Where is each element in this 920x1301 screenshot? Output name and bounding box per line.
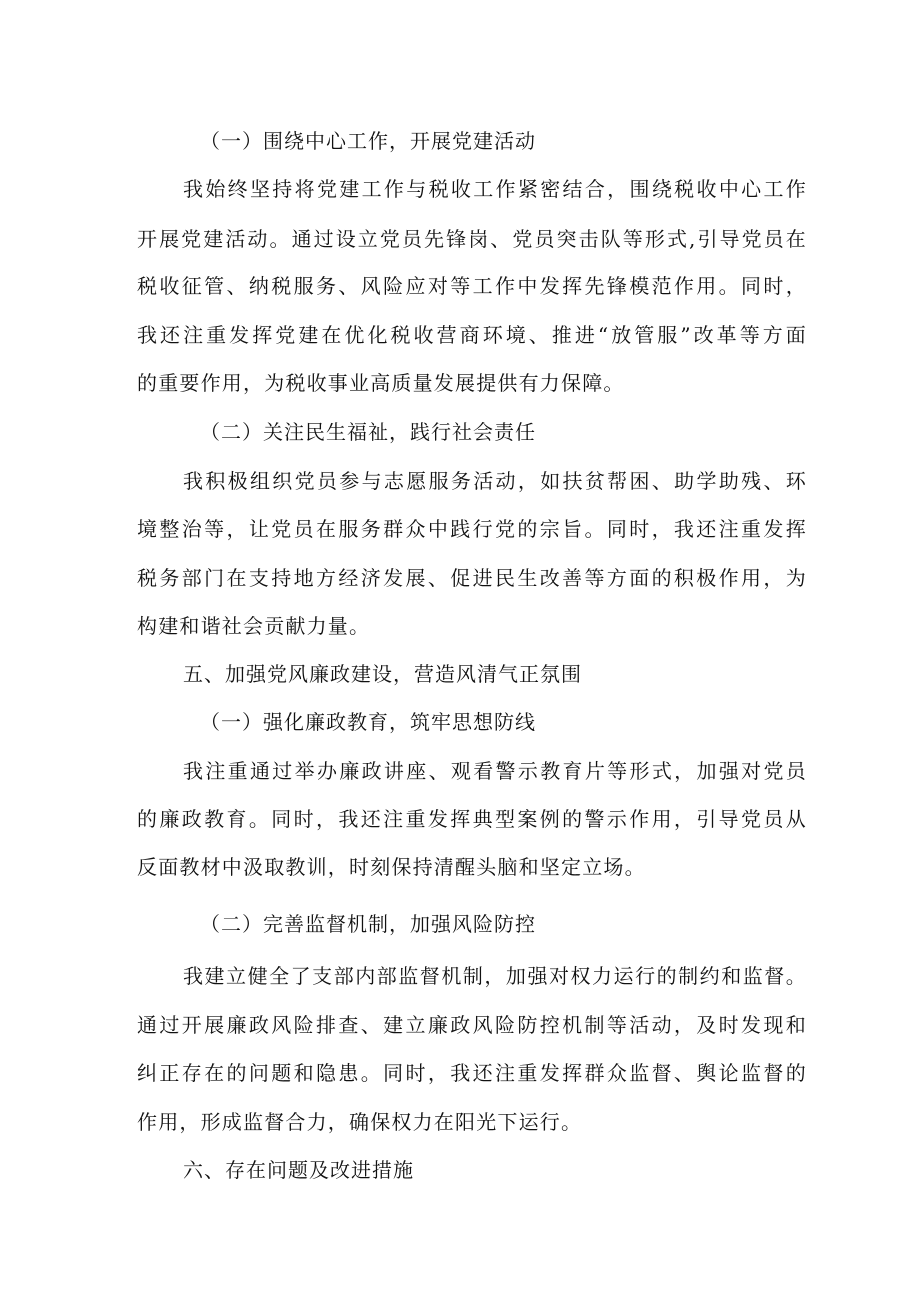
paragraph-line: 的廉政教育。同时，我还注重发挥典型案例的警示作用，引导党员从 (137, 807, 807, 831)
subheading-2: （二）关注民生福祉，践行社会责任 (200, 420, 536, 444)
paragraph-line: 反面教材中汲取教训，时刻保持清醒头脑和坚定立场。 (137, 855, 646, 879)
paragraph-line: 税收征管、纳税服务、风险应对等工作中发挥先锋模范作用。同时， (137, 274, 807, 298)
paragraph-line: 我建立健全了支部内部监督机制，加强对权力运行的制约和监督。 (183, 964, 807, 988)
paragraph-line: 我注重通过举办廉政讲座、观看警示教育片等形式，加强对党员 (183, 759, 807, 783)
paragraph-line: 税务部门在支持地方经济发展、促进民生改善等方面的积极作用，为 (137, 566, 807, 590)
section-title-6: 六、存在问题及改进措施 (183, 1158, 414, 1182)
subheading-1: （一）围绕中心工作，开展党建活动 (200, 129, 536, 153)
paragraph-line: 我还注重发挥党建在优化税收营商环境、推进“放管服”改革等方面 (137, 323, 807, 347)
paragraph-line: 通过开展廉政风险排查、建立廉政风险防控机制等活动，及时发现和 (137, 1013, 807, 1037)
section-title-5: 五、加强党风廉政建设，营造风清气正氛围 (183, 662, 582, 686)
subheading-4: （二）完善监督机制，加强风险防控 (200, 912, 536, 936)
paragraph-line: 我积极组织党员参与志愿服务活动，如扶贫帮困、助学助残、环 (183, 469, 807, 493)
paragraph-line: 我始终坚持将党建工作与税收工作紧密结合，围绕税收中心工作 (183, 177, 807, 201)
subheading-3: （一）强化廉政教育，筑牢思想防线 (200, 710, 536, 734)
paragraph-line: 开展党建活动。通过设立党员先锋岗、党员突击队等形式,引导党员在 (137, 227, 807, 251)
paragraph-line: 作用，形成监督合力，确保权力在阳光下运行。 (137, 1110, 583, 1134)
paragraph-line: 境整治等，让党员在服务群众中践行党的宗旨。同时，我还注重发挥 (137, 517, 807, 541)
paragraph-line: 的重要作用，为税收事业高质量发展提供有力保障。 (137, 371, 625, 395)
paragraph-line: 构建和谐社会贡献力量。 (137, 614, 371, 638)
paragraph-line: 纠正存在的问题和隐患。同时，我还注重发挥群众监督、舆论监督的 (137, 1061, 807, 1085)
